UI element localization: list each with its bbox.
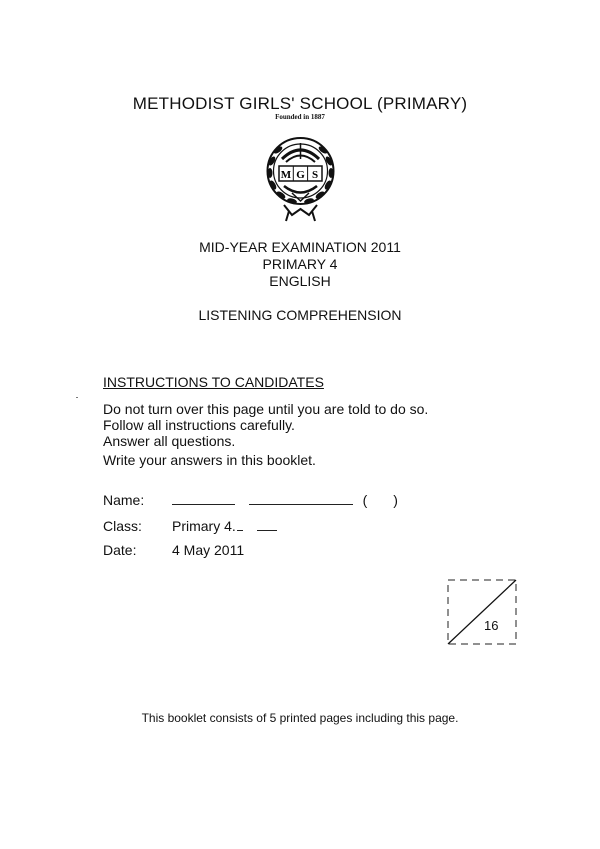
exam-subject: ENGLISH [269,273,331,289]
instructions-heading: INSTRUCTIONS TO CANDIDATES [103,374,324,390]
name-label: Name: [103,492,145,508]
instruction-item: Follow all instructions carefully. [103,417,295,433]
date-label: Date: [103,542,137,558]
class-field[interactable] [172,518,277,534]
exam-title: MID-YEAR EXAMINATION 2011 [199,239,401,255]
date-value: 4 May 2011 [172,542,245,558]
crest-letter-s: S [311,169,319,181]
name-field[interactable] [172,492,398,508]
name-bracket-close: ) [393,492,398,508]
class-value: Primary 4. [172,518,236,534]
instruction-item: Answer all questions. [103,433,236,449]
speck [76,397,78,398]
class-label: Class: [103,518,142,534]
instruction-item: Write your answers in this booklet. [103,452,316,468]
exam-paper: LISTENING COMPREHENSION [198,307,402,323]
exam-level: PRIMARY 4 [262,256,338,272]
school-crest-logo [262,131,339,227]
instruction-item: Do not turn over this page until you are told to do so. [103,401,429,417]
name-bracket-open: ( [362,492,368,508]
score-total: 16 [484,618,499,633]
founded-year: Founded in 1887 [275,113,325,121]
crest-letter-m: M [280,169,292,181]
page-count-note: This booklet consists of 5 printed pages including this page. [141,711,459,725]
score-box [446,578,518,646]
school-name: METHODIST GIRLS' SCHOOL (PRIMARY) [132,94,468,113]
crest-letter-g: G [296,169,305,181]
